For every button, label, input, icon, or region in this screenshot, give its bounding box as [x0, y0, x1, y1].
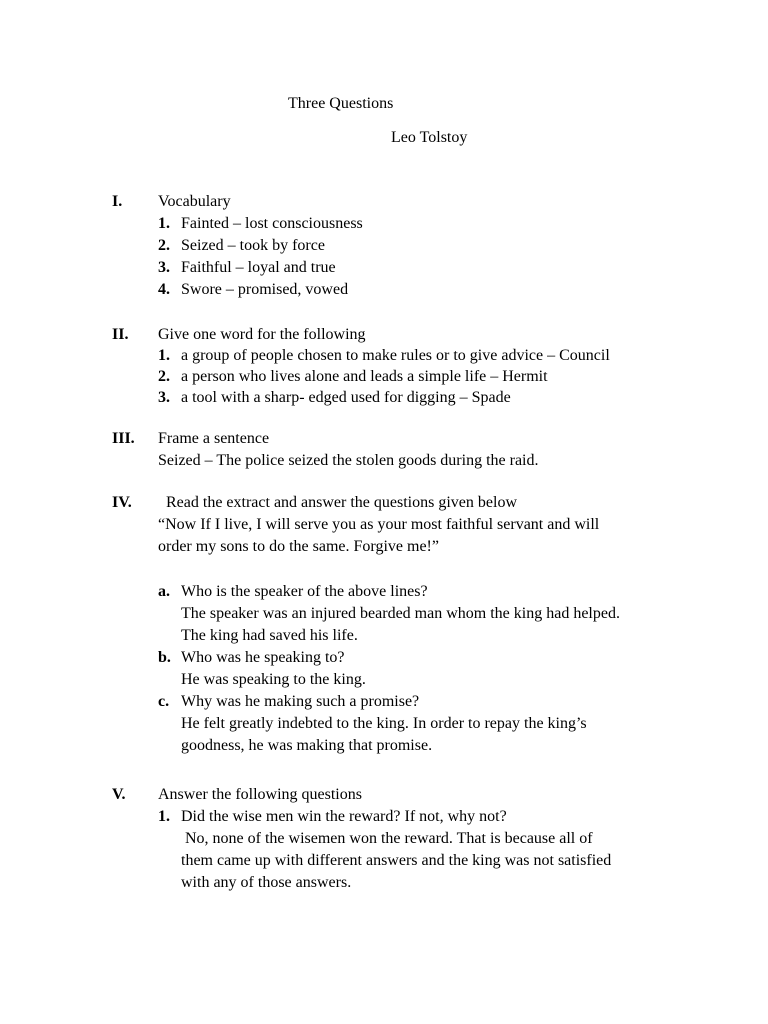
question-text: Why was he making such a promise?: [181, 693, 420, 710]
answer-line: The speaker was an injured bearded man whom the king had helped.: [181, 605, 620, 622]
document-author: Leo Tolstoy: [391, 129, 468, 146]
list-marker: b.: [158, 649, 171, 666]
question-text: Who is the speaker of the above lines?: [181, 583, 428, 600]
section-number: V.: [112, 786, 126, 803]
answer-line: goodness, he was making that promise.: [181, 737, 433, 754]
list-item: [158, 345, 718, 366]
list-marker: 4.: [158, 281, 170, 298]
document-title: Three Questions: [288, 95, 394, 112]
extract-line: order my sons to do the same. Forgive me!”: [158, 538, 439, 555]
list-item-text: a tool with a sharp- edged used for digging – Spade: [181, 389, 511, 406]
list-item: [158, 279, 718, 301]
list-item-text: a group of people chosen to make rules or to give advice – Council: [181, 347, 610, 364]
section-number: III.: [112, 430, 135, 447]
list-item: [158, 387, 718, 408]
list-item-text: Fainted – lost consciousness: [181, 215, 363, 232]
section-heading: Vocabulary: [158, 193, 231, 210]
list-item-text: Seized – took by force: [181, 237, 325, 254]
section-heading: Frame a sentence: [158, 430, 270, 447]
list-item: [158, 213, 718, 235]
section-number: II.: [112, 326, 129, 343]
list-item: [158, 235, 718, 257]
list-item: [158, 366, 718, 387]
question-item: [158, 647, 718, 691]
answer-line: The king had saved his life.: [181, 627, 358, 644]
list-item-text: Faithful – loyal and true: [181, 259, 336, 276]
list-item: [158, 257, 718, 279]
section-heading: Give one word for the following: [158, 326, 366, 343]
section-heading: Answer the following questions: [158, 786, 362, 803]
list-marker: 3.: [158, 259, 170, 276]
answer-line: He was speaking to the king.: [181, 671, 366, 688]
list-marker: a.: [158, 583, 170, 600]
section-number: IV.: [112, 494, 132, 511]
list-item-text: a person who lives alone and leads a simple life – Hermit: [181, 368, 548, 385]
list-marker: 1.: [158, 808, 170, 825]
list-marker: 2.: [158, 237, 170, 254]
answer-line: He felt greatly indebted to the king. In order to repay the king’s: [181, 715, 587, 732]
list-marker: 1.: [158, 215, 170, 232]
list-item-text: Swore – promised, vowed: [181, 281, 349, 298]
list-marker: c.: [158, 693, 170, 710]
list-marker: 3.: [158, 389, 170, 406]
answer-line: No, none of the wisemen won the reward. That is because all of: [181, 830, 593, 847]
question-item: [158, 581, 718, 647]
question-item: [158, 691, 718, 757]
spacer: [158, 558, 718, 581]
section-heading: Read the extract and answer the questions given below: [158, 494, 517, 511]
answer-line: with any of those answers.: [181, 874, 352, 891]
sentence-text: Seized – The police seized the stolen goods during the raid.: [158, 452, 539, 469]
extract-line: “Now If I live, I will serve you as your most faithful servant and will: [158, 516, 600, 533]
question-text: Did the wise men win the reward? If not, why not?: [181, 808, 507, 825]
answer-line: them came up with different answers and the king was not satisfied: [181, 852, 612, 869]
question-text: Who was he speaking to?: [181, 649, 345, 666]
list-marker: 1.: [158, 347, 170, 364]
section-number: I.: [112, 193, 123, 210]
question-item: [158, 806, 718, 894]
list-marker: 2.: [158, 368, 170, 385]
